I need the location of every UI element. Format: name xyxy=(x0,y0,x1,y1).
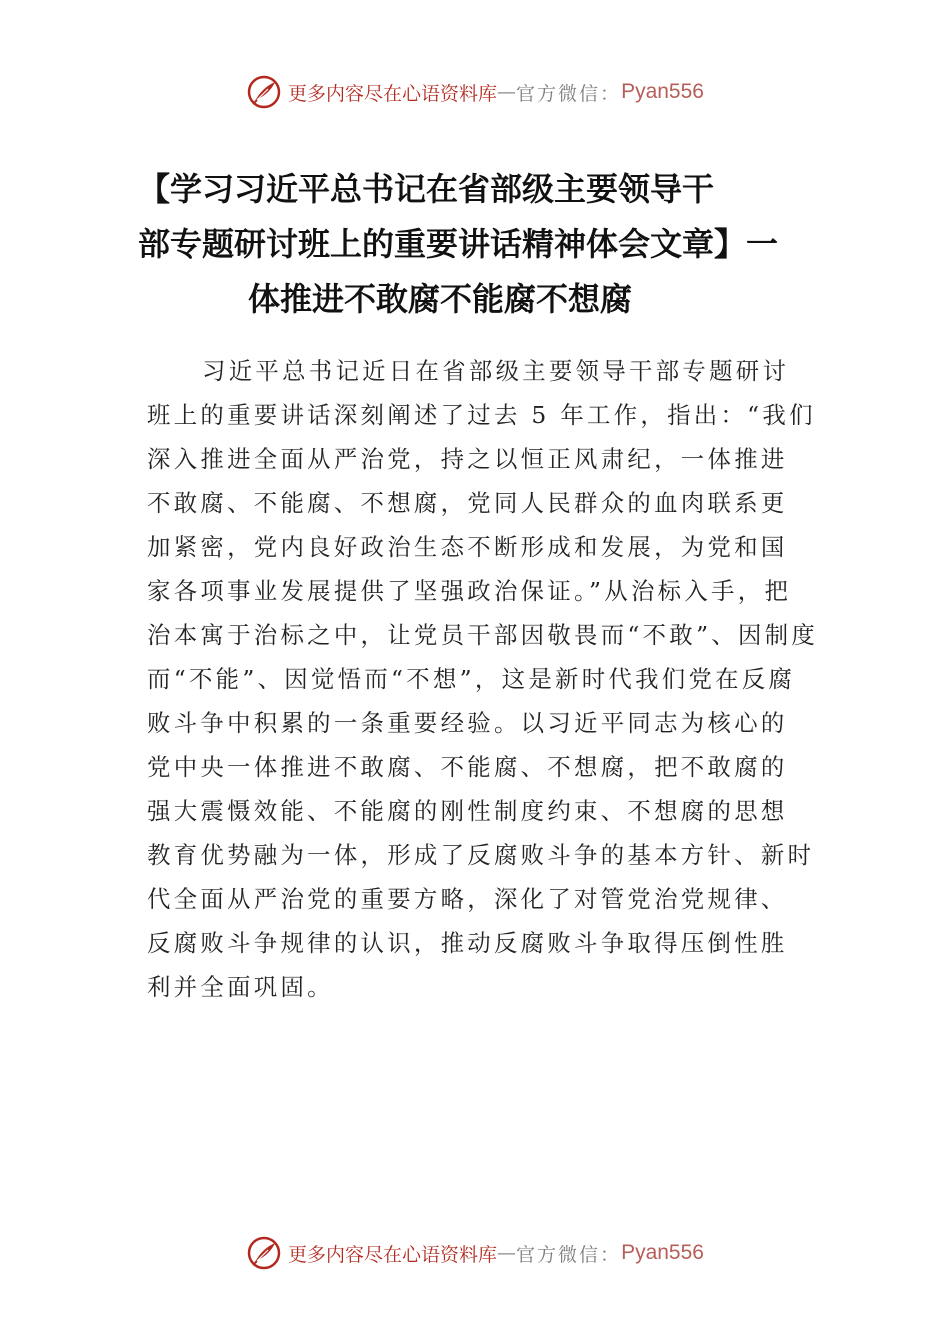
title-line: 部专题研讨班上的重要讲话精神体会文章】一 xyxy=(138,225,779,263)
banner-dash: — xyxy=(497,81,517,103)
body-line: 而“不能”、因觉悟而“不想”，这是新时代我们党在反腐 xyxy=(147,665,796,693)
title-line: 【学习习近平总书记在省部级主要领导干 xyxy=(138,170,715,208)
banner-official-label: 官方微信： xyxy=(516,82,622,105)
banner-wechat-id: Pyan556 xyxy=(621,80,704,103)
banner-official-label: 官方微信： xyxy=(516,1243,622,1266)
quill-logo-icon xyxy=(246,1235,282,1271)
banner-text: 更多内容尽在心语资料库 xyxy=(288,82,498,105)
banner-text: 更多内容尽在心语资料库 xyxy=(288,1243,498,1266)
body-line: 反腐败斗争规律的认识，推动反腐败斗争取得压倒性胜 xyxy=(147,929,788,957)
body-line: 教育优势融为一体，形成了反腐败斗争的基本方针、新时 xyxy=(147,841,815,869)
body-line: 利并全面巩固。 xyxy=(147,973,334,1001)
body-line: 治本寓于治标之中，让党员干部因敬畏而“不敢”、因制度 xyxy=(147,621,819,649)
banner-dash: — xyxy=(497,1242,517,1264)
body-line: 党中央一体推进不敢腐、不能腐、不想腐，把不敢腐的 xyxy=(147,753,788,781)
body-paragraph xyxy=(147,349,827,1009)
banner-wechat-id: Pyan556 xyxy=(621,1241,704,1264)
document-title xyxy=(138,162,818,327)
body-line: 加紧密，党内良好政治生态不断形成和发展，为党和国 xyxy=(147,533,788,561)
body-line: 代全面从严治党的重要方略，深化了对管党治党规律、 xyxy=(147,885,788,913)
body-line: 家各项事业发展提供了坚强政治保证。”从治标入手，把 xyxy=(147,577,792,605)
footer-banner xyxy=(0,1231,950,1275)
body-line: 强大震慑效能、不能腐的刚性制度约束、不想腐的思想 xyxy=(147,797,788,825)
body-line: 深入推进全面从严治党，持之以恒正风肃纪，一体推进 xyxy=(147,445,788,473)
body-line: 败斗争中积累的一条重要经验。以习近平同志为核心的 xyxy=(147,709,788,737)
header-banner xyxy=(0,70,950,114)
body-line: 习近平总书记近日在省部级主要领导干部专题研讨 xyxy=(202,357,790,385)
quill-logo-icon xyxy=(246,74,282,110)
body-line: 班上的重要讲话深刻阐述了过去 5 年工作，指出：“我们 xyxy=(147,401,816,429)
body-line: 不敢腐、不能腐、不想腐，党同人民群众的血肉联系更 xyxy=(147,489,788,517)
title-line: 体推进不敢腐不能腐不想腐 xyxy=(248,280,633,318)
